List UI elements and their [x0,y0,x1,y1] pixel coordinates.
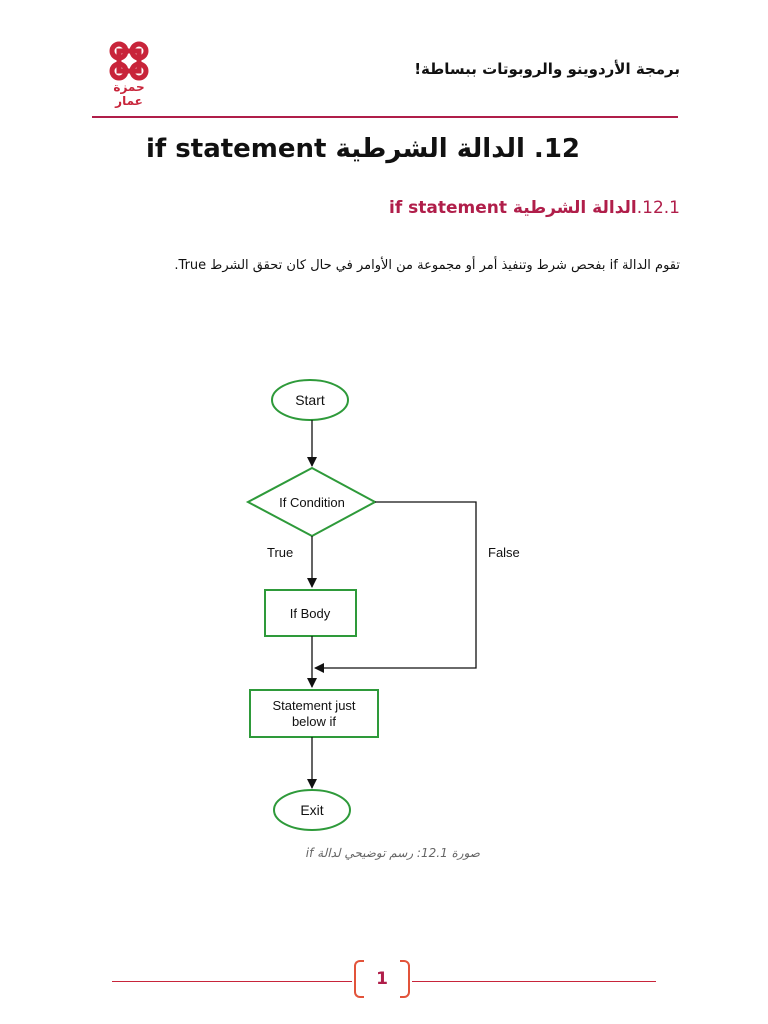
false-path [315,502,476,668]
true-label: True [267,545,294,560]
statement-label-line1: Statement just [272,698,356,713]
book-title: برمجة الأردوينو والروبوتات ببساطة! [414,60,680,78]
footer-divider-right [412,981,656,982]
condition-label: If Condition [279,495,345,510]
chapter-title: 12. الدالة الشرطية if statement [146,134,580,164]
section-title-text: الدالة الشرطية if statement [389,198,637,218]
exit-label: Exit [300,802,324,818]
false-label: False [488,545,520,560]
statement-label-line2: below if [291,714,337,729]
section-number: 12.1. [636,198,680,218]
body-paragraph: تقوم الدالة if بفحص شرط وتنفيذ أمر أو مجموعة من الأوامر في حال كان تحقق الشرط True. [174,258,680,273]
footer-divider-left [112,981,352,982]
figure-caption: صورة 12.1: رسم توضيحي لدالة if [305,846,480,860]
page-number: 1 [376,969,388,989]
body-label: If Body [289,606,331,621]
logo-text: حمزة عمار [113,80,145,108]
start-label: Start [295,392,325,408]
